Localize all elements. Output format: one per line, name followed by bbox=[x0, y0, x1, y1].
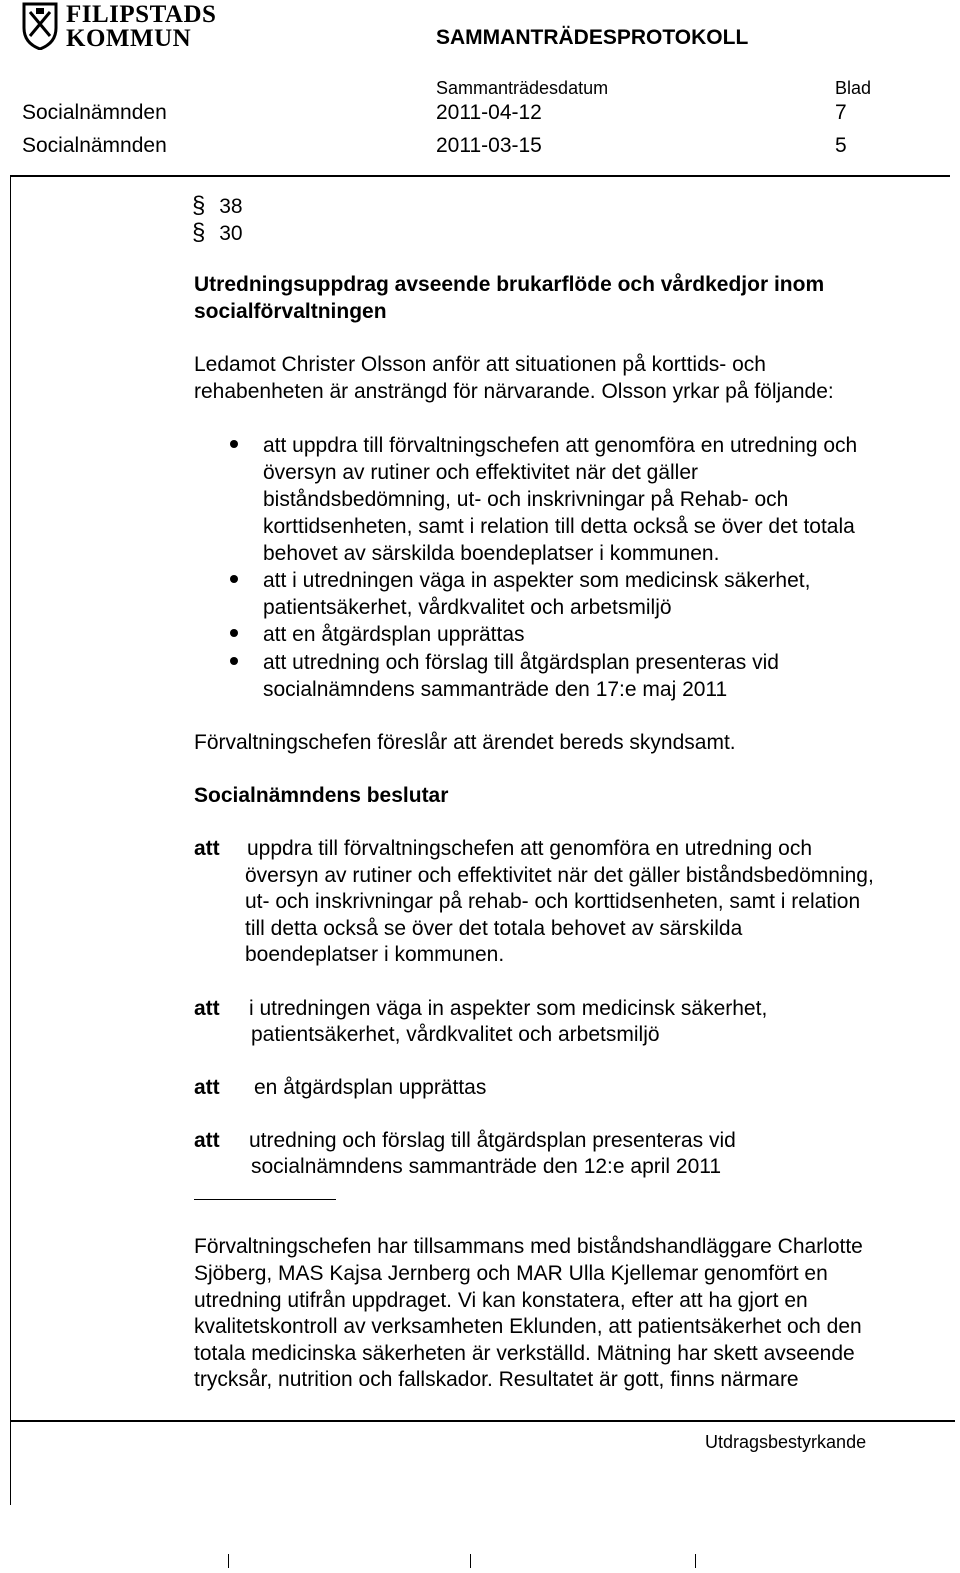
followup-line: trycksår, nutrition och fallskador. Resultatet är gott, finns närmare bbox=[194, 1368, 799, 1391]
decision-line: socialnämndens sammanträde den 12:e april 2011 bbox=[251, 1155, 722, 1178]
section-number-value: 30 bbox=[219, 222, 243, 245]
decision-label: att bbox=[194, 837, 220, 860]
intro-line: Ledamot Christer Olsson anför att situationen på korttids- och bbox=[194, 353, 766, 376]
bullet-icon bbox=[230, 575, 238, 583]
decision-line: uppdra till förvaltningschefen att genomföra en utredning och bbox=[247, 837, 813, 860]
followup-line: Sjöberg, MAS Kajsa Jernberg och MAR Ulla Kjellemar genomfört en bbox=[194, 1262, 828, 1285]
header-page-number: 5 bbox=[835, 134, 847, 157]
header-meeting-date: 2011-04-12 bbox=[436, 101, 542, 124]
page-column-label: Blad bbox=[835, 78, 872, 98]
item-heading-line: Utredningsuppdrag avseende brukarflöde och vårdkedjor inom bbox=[194, 273, 825, 296]
section-number bbox=[192, 192, 243, 220]
coat-of-arms-icon bbox=[22, 2, 58, 50]
municipality-logo bbox=[22, 2, 242, 54]
document-title: SAMMANTRÄDESPROTOKOLL bbox=[436, 26, 749, 49]
bullet-line: socialnämndens sammanträde den 17:e maj 2011 bbox=[263, 678, 728, 701]
item-heading-line: socialförvaltningen bbox=[194, 300, 387, 323]
decision-line: patientsäkerhet, vårdkvalitet och arbetsmiljö bbox=[251, 1023, 660, 1046]
followup-line: utredning utifrån uppdraget. Vi kan konstatera, efter att ha gjort en bbox=[194, 1289, 808, 1312]
bullet-icon bbox=[230, 629, 238, 637]
signature-box-divider bbox=[228, 1554, 229, 1568]
bullet-line: patientsäkerhet, vårdkvalitet och arbetsmiljö bbox=[263, 596, 672, 619]
proposal-text: Förvaltningschefen föreslår att ärendet bereds skyndsamt. bbox=[194, 731, 736, 754]
section-sign: § bbox=[192, 219, 206, 246]
certification-label: Utdragsbestyrkande bbox=[705, 1432, 867, 1452]
signature-box-divider bbox=[470, 1554, 471, 1568]
header-divider bbox=[10, 175, 950, 177]
section-number bbox=[192, 219, 243, 247]
bullet-line: att uppdra till förvaltningschefen att genomföra en utredning och bbox=[263, 434, 858, 457]
decision-label: att bbox=[194, 997, 220, 1020]
bullet-icon bbox=[230, 657, 238, 665]
bullet-line: att en åtgärdsplan upprättas bbox=[263, 623, 525, 646]
decision-line: boendeplatser i kommunen. bbox=[245, 943, 505, 966]
decision-label: att bbox=[194, 1076, 220, 1099]
logo-text-line2: KOMMUN bbox=[66, 25, 192, 52]
decision-line: till detta också se över det totala behovet av särskilda bbox=[245, 917, 743, 940]
signature-box-divider bbox=[695, 1554, 696, 1568]
logo-text-line1: FILIPSTADS bbox=[66, 1, 217, 28]
decision-line: översyn av rutiner och effektivitet när det gäller biståndsbedömning, bbox=[245, 864, 874, 887]
bullet-line: behovet av särskilda boendeplatser i kommunen. bbox=[263, 542, 720, 565]
header-body-name: Socialnämnden bbox=[22, 101, 167, 124]
bullet-line: att utredning och förslag till åtgärdsplan presenteras vid bbox=[263, 651, 779, 674]
bullet-line: översyn av rutiner och effektivitet när det gäller bbox=[263, 461, 699, 484]
followup-line: Förvaltningschefen har tillsammans med biståndshandläggare Charlotte bbox=[194, 1235, 863, 1258]
decision-heading: Socialnämndens beslutar bbox=[194, 784, 449, 807]
bullet-line: korttidsenheten, samt i relation till detta också se över det totala bbox=[263, 515, 855, 538]
decision-line: ut- och inskrivningar på rehab- och korttidsenheten, samt i relation bbox=[245, 890, 861, 913]
decision-line: utredning och förslag till åtgärdsplan presenteras vid bbox=[249, 1129, 736, 1152]
footer-divider bbox=[10, 1420, 955, 1422]
section-separator bbox=[194, 1199, 336, 1200]
decision-label: att bbox=[194, 1129, 220, 1152]
header-meeting-date: 2011-03-15 bbox=[436, 134, 542, 157]
bullet-line: biståndsbedömning, ut- och inskrivningar på Rehab- och bbox=[263, 488, 789, 511]
followup-line: kvalitetskontroll av verksamheten Eklunden, att patientsäkerhet och den bbox=[194, 1315, 862, 1338]
bullet-line: att i utredningen väga in aspekter som medicinsk säkerhet, bbox=[263, 569, 811, 592]
header-page-number: 7 bbox=[835, 101, 847, 124]
decision-line: i utredningen väga in aspekter som medicinsk säkerhet, bbox=[249, 997, 768, 1020]
header-body-name: Socialnämnden bbox=[22, 134, 167, 157]
date-column-label: Sammanträdesdatum bbox=[436, 78, 609, 98]
section-sign: § bbox=[192, 192, 206, 219]
intro-line: rehabenheten är ansträngd för närvarande. Olsson yrkar på följande: bbox=[194, 380, 834, 403]
decision-line: en åtgärdsplan upprättas bbox=[254, 1076, 487, 1099]
left-margin-line bbox=[10, 175, 11, 1505]
section-number-value: 38 bbox=[219, 195, 243, 218]
bullet-icon bbox=[230, 440, 238, 448]
followup-line: totala medicinska säkerheten är verkställd. Mätning har skett avseende bbox=[194, 1342, 855, 1365]
